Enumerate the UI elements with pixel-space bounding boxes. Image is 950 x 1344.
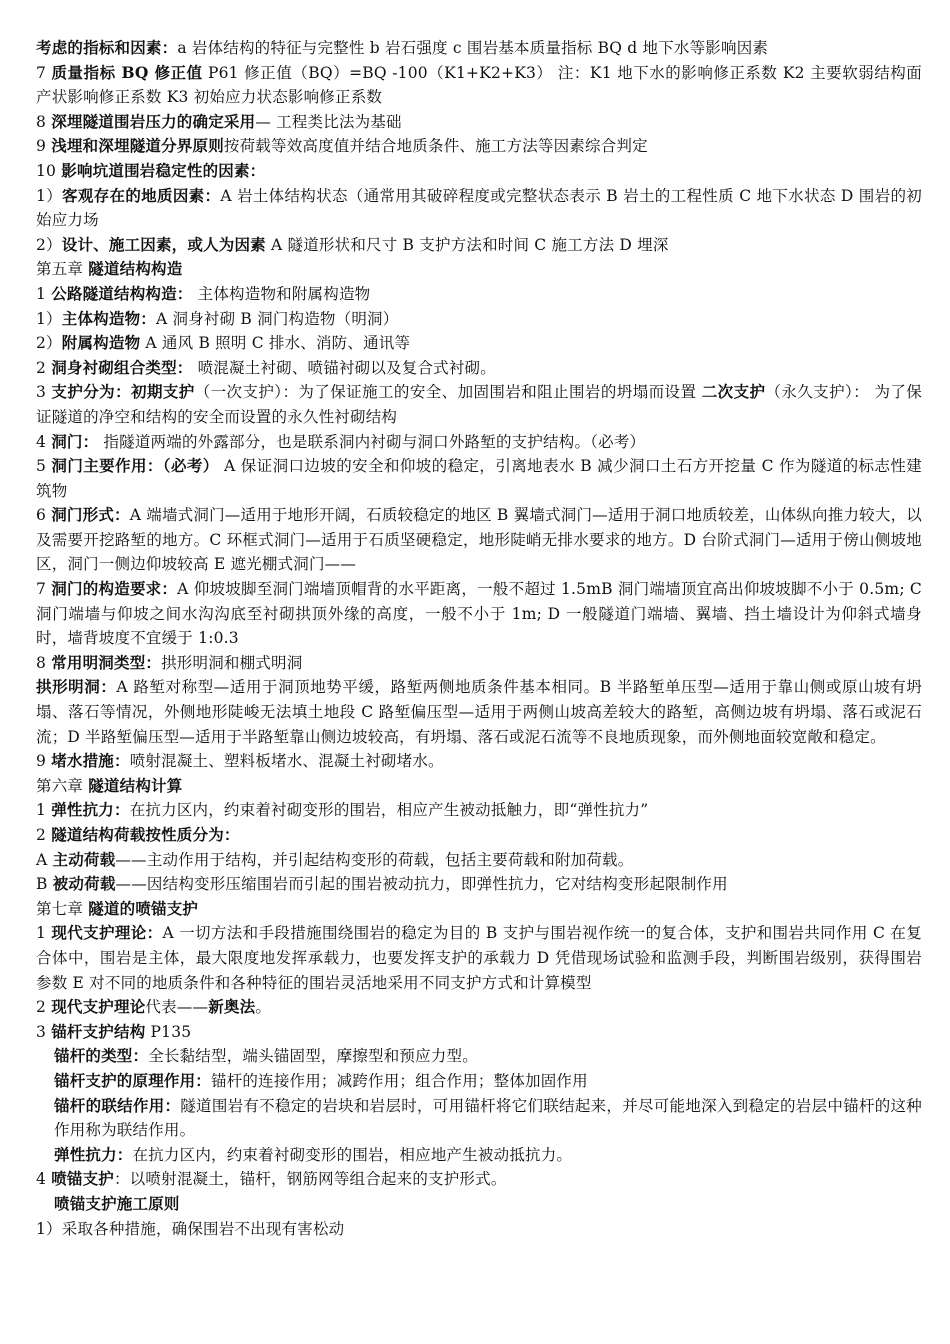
- text-run: 指隧道两端的外露部分，也是联系洞内衬砌与洞口外路堑的支护结构。（必考）: [98, 432, 646, 451]
- bold-run: 锚杆的联结作用：: [54, 1095, 181, 1115]
- text-run: 按荷载等效高度值并结合地质条件、施工方法等因素综合判定: [223, 137, 648, 156]
- text-run: 1）: [36, 309, 62, 328]
- paragraph-p20: [36, 749, 922, 774]
- text-run: 隧道围岩有不稳定的岩块和岩层时，可用锚杆将它们联结起来，并尽可能地深入到稳定的岩层中锚杆的这种作用称为联结作用。: [54, 1096, 922, 1140]
- bold-run: 现代支护理论：: [51, 923, 163, 943]
- text-run: 3: [36, 1022, 52, 1041]
- paragraph-p30: [36, 1044, 922, 1069]
- paragraph-p2: [36, 61, 922, 110]
- text-run: 第六章: [36, 776, 89, 795]
- paragraph-p36: [36, 1217, 922, 1242]
- text-run: 7: [36, 580, 52, 599]
- bold-run: 喷锚支护施工原则: [54, 1193, 180, 1213]
- text-run: a 岩体结构的特征与完整性 b 岩石强度 c 围岩基本质量指标 BQ d 地下水等影响因素: [177, 39, 769, 57]
- paragraph-p34: [36, 1167, 922, 1192]
- text-run: 。: [255, 998, 272, 1017]
- bold-run: 洞门：: [51, 431, 99, 451]
- text-run: P135: [145, 1022, 192, 1041]
- bold-run: 喷锚支护: [51, 1169, 115, 1189]
- bold-run: 主动荷载: [52, 849, 116, 869]
- paragraph-p15: [36, 454, 922, 503]
- bold-run: 公路隧道结构构造：: [51, 283, 193, 303]
- bold-run: 主体构造物：: [61, 308, 156, 328]
- paragraph-p17: [36, 577, 922, 651]
- paragraph-p14: [36, 430, 922, 455]
- paragraph-p11: [36, 331, 922, 356]
- paragraph-p31: [36, 1069, 922, 1094]
- bold-run: 弹性抗力：: [54, 1144, 133, 1164]
- paragraph-p10: [36, 307, 922, 332]
- paragraph-p32: [36, 1094, 922, 1143]
- text-run: 3: [36, 383, 52, 402]
- text-run: （一次支护）：为了保证施工的安全、加固围岩和阻止围岩的坍塌而设置: [194, 383, 702, 402]
- bold-run: 新奥法: [208, 997, 256, 1017]
- paragraph-p8: [36, 257, 922, 282]
- paragraph-p25: [36, 872, 922, 897]
- text-run: 喷混凝土衬砌、喷锚衬砌以及复合式衬砌。: [192, 358, 496, 377]
- text-run: A 一切方法和手段措施围绕围岩的稳定为目的 B 支护与围岩视作统一的复合体，支护和围岩共同作用 C 在复合体中，围岩是主体，最大限度地发挥承载力，也要发挥支护的承载力 D 凭借现场试验和监测手段，判断围岩级别，获得围岩参数 E 对不同的地质条件和各种特征的围岩灵活地采用不同支护方式和计算模型: [36, 924, 922, 992]
- paragraph-p16: [36, 503, 922, 577]
- text-run: （永久支护）： 为了保证隧道的净空和结构的安全而设置的永久性衬砌结构: [36, 383, 922, 426]
- bold-run: 锚杆的类型：: [54, 1046, 149, 1066]
- paragraph-p9: [36, 282, 922, 307]
- text-run: A 仰坡坡脚至洞门端墙顶帽背的水平距离，一般不超过 1.5mB 洞门端墙顶宜高出仰坡坡脚不小于 0.5m; C 洞门端墙与仰坡之间水沟沟底至衬砌拱顶外缘的高度，一般不小于 1m; D 一般隧道门端墙、翼墙、挡土墙设计为仰斜式墙身时，墙背坡度不宜缓于 1:0.3: [36, 580, 922, 648]
- bold-run: 支护分为：初期支护: [51, 382, 195, 402]
- text-run: 喷射混凝土、塑料板堵水、混凝土衬砌堵水。: [129, 752, 444, 771]
- text-run: 10: [36, 161, 62, 180]
- bold-run: 浅埋和深埋隧道分界原则: [51, 136, 224, 156]
- paragraph-p21: [36, 774, 922, 799]
- text-run: 5: [36, 457, 52, 476]
- text-run: 代表——: [145, 998, 209, 1017]
- text-run: 拱形明洞和棚式明洞: [161, 653, 303, 672]
- text-run: 第七章: [36, 899, 89, 918]
- text-run: 1: [36, 284, 52, 303]
- paragraph-p13: [36, 380, 922, 429]
- bold-run: 隧道的喷锚支护: [88, 898, 199, 918]
- paragraph-p1: [36, 36, 922, 61]
- text-run: A 隧道形状和尺寸 B 支护方法和时间 C 施工方法 D 埋深: [265, 235, 669, 254]
- paragraph-p18: [36, 651, 922, 676]
- text-run: 8: [36, 112, 52, 131]
- bold-run: 被动荷载: [52, 874, 116, 894]
- text-run: ：以喷射混凝土，锚杆，钢筋网等组合起来的支护形式。: [114, 1170, 507, 1189]
- text-run: 4: [36, 1170, 52, 1189]
- text-run: 在抗力区内，约束着衬砌变形的围岩，相应产生被动抵触力，即“弹性抗力”: [129, 801, 649, 820]
- text-run: 4: [36, 432, 52, 451]
- text-run: 1: [36, 924, 52, 943]
- bold-run: 弹性抗力：: [51, 800, 130, 820]
- bold-run: 影响坑道围岩稳定性的因素：: [61, 160, 266, 180]
- text-run: P61 修正值（BQ）=BQ -100（K1+K2+K3） 注：K1 地下水的影响修正系数 K2 主要软弱结构面产状影响修正系数 K3 初始应力状态影响修正系数: [36, 63, 922, 107]
- paragraph-p23: [36, 823, 922, 848]
- bold-run: 常用明洞类型：: [51, 652, 162, 672]
- text-run: A 岩土体结构状态（通常用其破碎程度或完整状态表示 B 岩土的工程性质 C 地下水状态 D 围岩的初始应力场: [36, 186, 922, 230]
- paragraph-p7: [36, 233, 922, 258]
- bold-run: 深埋隧道围岩压力的确定采用: [51, 111, 256, 131]
- text-run: 6: [36, 506, 52, 525]
- text-run: 2）: [36, 334, 62, 353]
- text-run: 2: [36, 358, 52, 377]
- paragraph-p24: [36, 848, 922, 873]
- paragraph-p27: [36, 921, 922, 995]
- paragraph-p22: [36, 798, 922, 823]
- text-run: 9: [36, 752, 52, 771]
- text-run: A 路堑对称型—适用于洞顶地势平缓，路堑两侧地质条件基本相同。B 半路堑单压型—适用于靠山侧或原山坡有坍塌、落石等情况，外侧地形陡峻无法填土地段 C 路堑偏压型—适用于两侧山坡高差较大的路堑，高侧边坡有坍塌、落石或泥石流；D 半路堑偏压型—适用于半路堑靠山侧边坡较高，有坍塌、落石或泥石流等不良地质现象，而外侧地面较宽敞和稳定。: [36, 678, 922, 746]
- paragraph-p12: [36, 356, 922, 381]
- bold-run: 隧道结构构造: [88, 259, 183, 279]
- text-run: A 洞身衬砌 B 洞门构造物（明洞）: [155, 309, 399, 328]
- bold-run: 隧道结构计算: [88, 775, 183, 795]
- paragraph-p26: [36, 897, 922, 922]
- text-run: 2: [36, 826, 52, 844]
- text-run: A 端墙式洞门—适用于地形开阔，石质较稳定的地区 B 翼墙式洞门—适用于洞口地质较差，山体纵向推力较大，以及需要开挖路堑的地方。C 环框式洞门—适用于石质坚硬稳定，地形陡峭无排水要求的地方。D 台阶式洞门—适用于傍山侧坡地区，洞门一侧边仰坡较高 E 遮光棚式洞门——: [36, 506, 922, 574]
- paragraph-p3: [36, 110, 922, 135]
- bold-run: 质量指标 BQ 修正值: [51, 62, 203, 82]
- text-run: 8: [36, 653, 52, 672]
- text-run: 1: [36, 801, 52, 820]
- text-run: 7: [36, 63, 52, 82]
- bold-run: 锚杆支护的原理作用：: [54, 1070, 212, 1090]
- text-run: 主体构造物和附属构造物: [192, 284, 371, 303]
- paragraph-p5: [36, 159, 922, 184]
- bold-run: 现代支护理论: [51, 997, 146, 1017]
- paragraph-p6: [36, 184, 922, 233]
- text-run: 1）采取各种措施，确保围岩不出现有害松动: [36, 1219, 345, 1238]
- bold-run: 洞门的构造要求：: [51, 579, 178, 599]
- bold-run: 设计、施工因素，或人为因素: [61, 234, 266, 254]
- text-run: 锚杆的连接作用；减跨作用；组合作用；整体加固作用: [211, 1071, 588, 1090]
- paragraph-p29: [36, 1020, 922, 1045]
- bold-run: 拱形明洞：: [36, 677, 117, 697]
- bold-run: 考虑的指标和因素：: [36, 38, 178, 57]
- text-run: ——因结构变形压缩围岩而引起的围岩被动抗力，即弹性抗力，它对结构变形起限制作用: [115, 875, 728, 894]
- text-run: 在抗力区内，约束着衬砌变形的围岩，相应地产生被动抵抗力。: [132, 1145, 573, 1164]
- paragraph-p35: [36, 1192, 922, 1217]
- bold-run: 洞门主要作用：（必考）: [51, 456, 219, 476]
- text-run: A 保证洞口边坡的安全和仰坡的稳定，引离地表水 B 减少洞口土石方开挖量 C 作为隧道的标志性建筑物: [36, 457, 922, 500]
- text-run: 2）: [36, 235, 62, 254]
- text-run: 1）: [36, 186, 63, 205]
- bold-run: 锚杆支护结构: [51, 1021, 146, 1041]
- text-run: 全长黏结型，端头锚固型，摩擦型和预应力型。: [148, 1047, 478, 1066]
- bold-run: 隧道结构荷载按性质分为：: [51, 825, 240, 844]
- bold-run: 堵水措施：: [51, 751, 130, 771]
- text-run: B: [36, 875, 53, 894]
- text-run: A 通风 B 照明 C 排水、消防、通讯等: [140, 334, 411, 353]
- text-run: 9: [36, 137, 52, 156]
- text-run: 第五章: [36, 260, 89, 279]
- bold-run: 二次支护: [701, 382, 766, 402]
- text-run: 2: [36, 998, 52, 1017]
- bold-run: 洞身衬砌组合类型：: [51, 357, 193, 377]
- text-run: ——主动作用于结构，并引起结构变形的荷载，包括主要荷载和附加荷载。: [115, 850, 634, 869]
- paragraph-p33: [36, 1143, 922, 1168]
- bold-run: 客观存在的地质因素：: [62, 185, 221, 205]
- text-run: A: [36, 850, 53, 869]
- paragraph-p19: [36, 675, 922, 749]
- bold-run: 洞门形式：: [51, 505, 130, 525]
- paragraph-p28: [36, 995, 922, 1020]
- bold-run: 附属构造物: [61, 333, 141, 353]
- paragraph-p4: [36, 134, 922, 159]
- text-run: — 工程类比法为基础: [255, 112, 402, 131]
